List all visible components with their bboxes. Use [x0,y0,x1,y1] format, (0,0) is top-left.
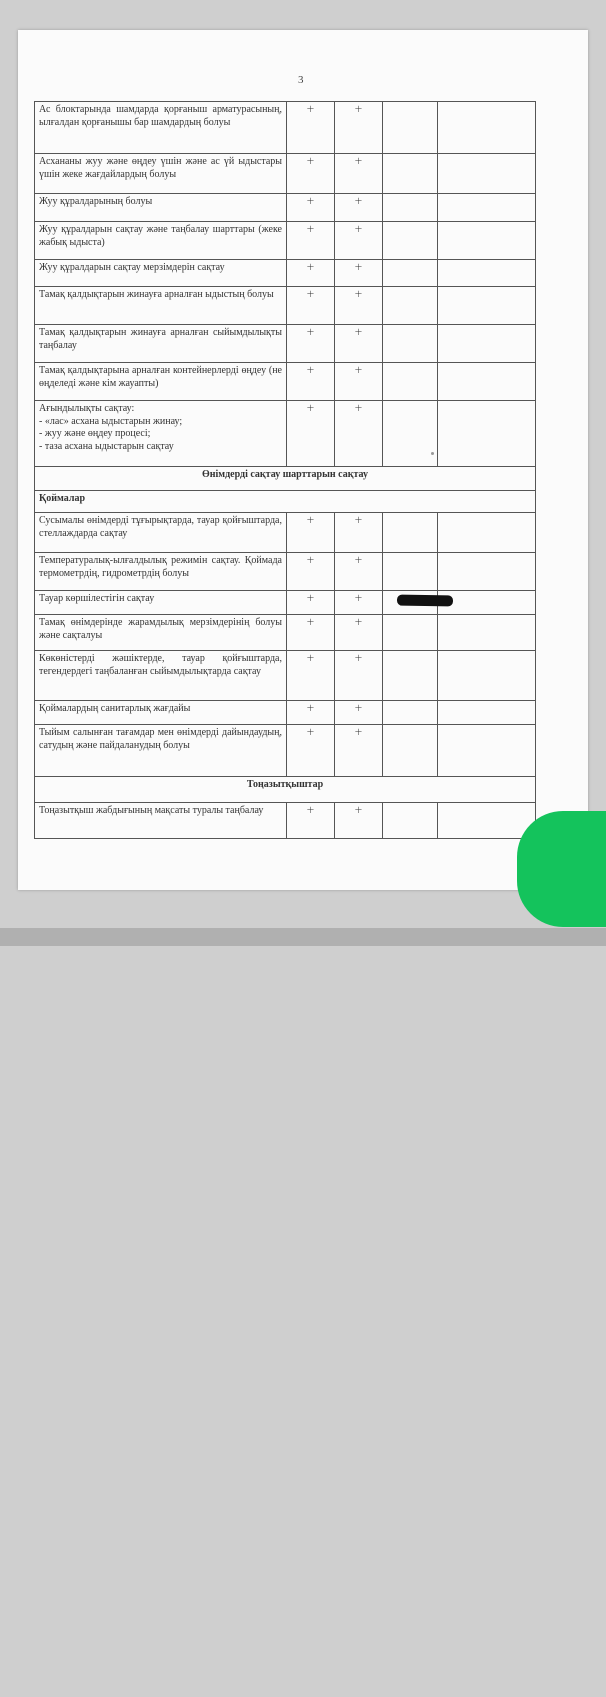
empty-cell [383,154,438,194]
empty-cell [383,287,438,325]
bottom-bar [0,928,606,946]
check-mark: + [335,222,383,260]
table-row [35,260,536,287]
section-row [35,467,536,491]
requirement-cell: Тамақ қалдықтарын жинауға арналған ыдыстың болуы [35,287,287,325]
check-mark: + [287,553,335,591]
check-mark: + [335,260,383,287]
table-row [35,701,536,725]
table-row [35,513,536,553]
check-mark: + [287,260,335,287]
table-row [35,401,536,467]
check-mark: + [287,102,335,154]
check-mark: + [335,591,383,615]
table-row [35,222,536,260]
empty-cell [438,401,536,467]
requirement-cell: Ас блоктарында шамдарда қорғаныш арматурасының, ылғалдан қорғанышы бар шамдардың болуы [35,102,287,154]
check-mark: + [287,154,335,194]
section-heading: Тоңазытқыштар [35,777,536,803]
section-heading: Өнімдерді сақтау шарттарын сақтау [35,467,536,491]
subsection-row [35,491,536,513]
table-row [35,194,536,222]
empty-cell [383,725,438,777]
checklist-table [34,101,536,839]
section-row [35,777,536,803]
list-item: - жуу және өңдеу процесі; [39,428,151,439]
stray-dot [431,452,434,455]
check-mark: + [287,615,335,651]
empty-cell [383,701,438,725]
table-row [35,725,536,777]
requirement-cell: Температуралық-ылғалдылық режимін сақтау. Қоймада термометрдің, гидрометрдің болуы [35,553,287,591]
check-mark: + [335,513,383,553]
empty-cell [438,154,536,194]
empty-cell [438,325,536,363]
check-mark: + [335,287,383,325]
check-mark: + [287,287,335,325]
empty-cell [438,513,536,553]
list-title: Ағындылықты сақтау: [39,403,135,414]
empty-cell [383,513,438,553]
empty-cell [383,363,438,401]
table-row [35,325,536,363]
check-mark: + [287,325,335,363]
table-row [35,803,536,839]
check-mark: + [287,725,335,777]
check-mark: + [287,651,335,701]
empty-cell [438,222,536,260]
requirement-cell: Қоймалардың санитарлық жағдайы [35,701,287,725]
empty-cell [383,222,438,260]
table-row [35,154,536,194]
table-row [35,102,536,154]
list-item: - «лас» асхана ыдыстарын жинау; [39,415,183,427]
empty-cell [383,803,438,839]
requirement-cell: Тоңазытқыш жабдығының мақсаты туралы таңбалау [35,803,287,839]
check-mark: + [335,102,383,154]
requirement-cell: Асхананы жуу және өңдеу үшін және ас үй ыдыстары үшін жеке жағдайлардың болуы [35,154,287,194]
requirement-cell: Сусымалы өнімдерді тұғырықтарда, тауар қойғыштарда, стеллаждарда сақтау [35,513,287,553]
empty-cell [438,287,536,325]
empty-cell [438,260,536,287]
requirement-cell: Тамақ қалдықтарын жинауға арналған сыйымдылықты таңбалау [35,325,287,363]
empty-cell [438,701,536,725]
check-mark: + [335,401,383,467]
table-row [35,651,536,701]
empty-cell [383,194,438,222]
table-row [35,615,536,651]
check-mark: + [335,615,383,651]
requirement-cell: Тамақ өнімдерінде жарамдылық мерзімдерінің болуы және сақталуы [35,615,287,651]
check-mark: + [287,701,335,725]
empty-cell [438,194,536,222]
list-item: - таза асхана ыдыстарын сақтау [39,440,174,452]
empty-cell [383,102,438,154]
page-number: 3 [298,74,304,86]
requirement-list-cell [35,401,287,467]
empty-cell [383,325,438,363]
empty-cell [438,803,536,839]
check-mark: + [287,591,335,615]
empty-cell [383,401,438,467]
check-mark: + [335,363,383,401]
check-mark: + [287,513,335,553]
table-row [35,553,536,591]
empty-cell [438,725,536,777]
empty-cell [438,651,536,701]
requirement-cell: Тыйым салынған тағамдар мен өнімдерді дайындаудың, сатудың және пайдаланудың болуы [35,725,287,777]
check-mark: + [335,194,383,222]
check-mark: + [287,222,335,260]
check-mark: + [287,401,335,467]
table-row [35,287,536,325]
empty-cell [438,363,536,401]
requirement-cell: Тамақ қалдықтарына арналған контейнерлерді өңдеу (не өңделеді және кім жауапты) [35,363,287,401]
floating-action-button[interactable] [517,811,606,927]
table-row [35,363,536,401]
check-mark: + [335,701,383,725]
check-mark: + [335,553,383,591]
requirement-cell: Тауар көршілестігін сақтау [35,591,287,615]
check-mark: + [335,154,383,194]
check-mark: + [287,803,335,839]
empty-cell [383,615,438,651]
check-mark: + [335,803,383,839]
check-mark: + [335,725,383,777]
empty-cell [383,553,438,591]
redaction-mark [397,595,453,607]
check-mark: + [287,363,335,401]
subsection-heading: Қоймалар [35,491,536,513]
requirement-cell: Көкөністерді жәшіктерде, тауар қойғыштарда, тегендердегі таңбаланған сыйымдылықтарда сақтау [35,651,287,701]
empty-cell [438,615,536,651]
requirement-cell: Жуу құралдарының болуы [35,194,287,222]
check-mark: + [335,325,383,363]
check-mark: + [287,194,335,222]
requirement-cell: Жуу құралдарын сақтау мерзімдерін сақтау [35,260,287,287]
empty-cell [438,102,536,154]
empty-cell [383,260,438,287]
empty-cell [383,651,438,701]
empty-cell [438,553,536,591]
check-mark: + [335,651,383,701]
requirement-cell: Жуу құралдарын сақтау және таңбалау шарттары (жеке жабық ыдыста) [35,222,287,260]
table-row [35,591,536,615]
